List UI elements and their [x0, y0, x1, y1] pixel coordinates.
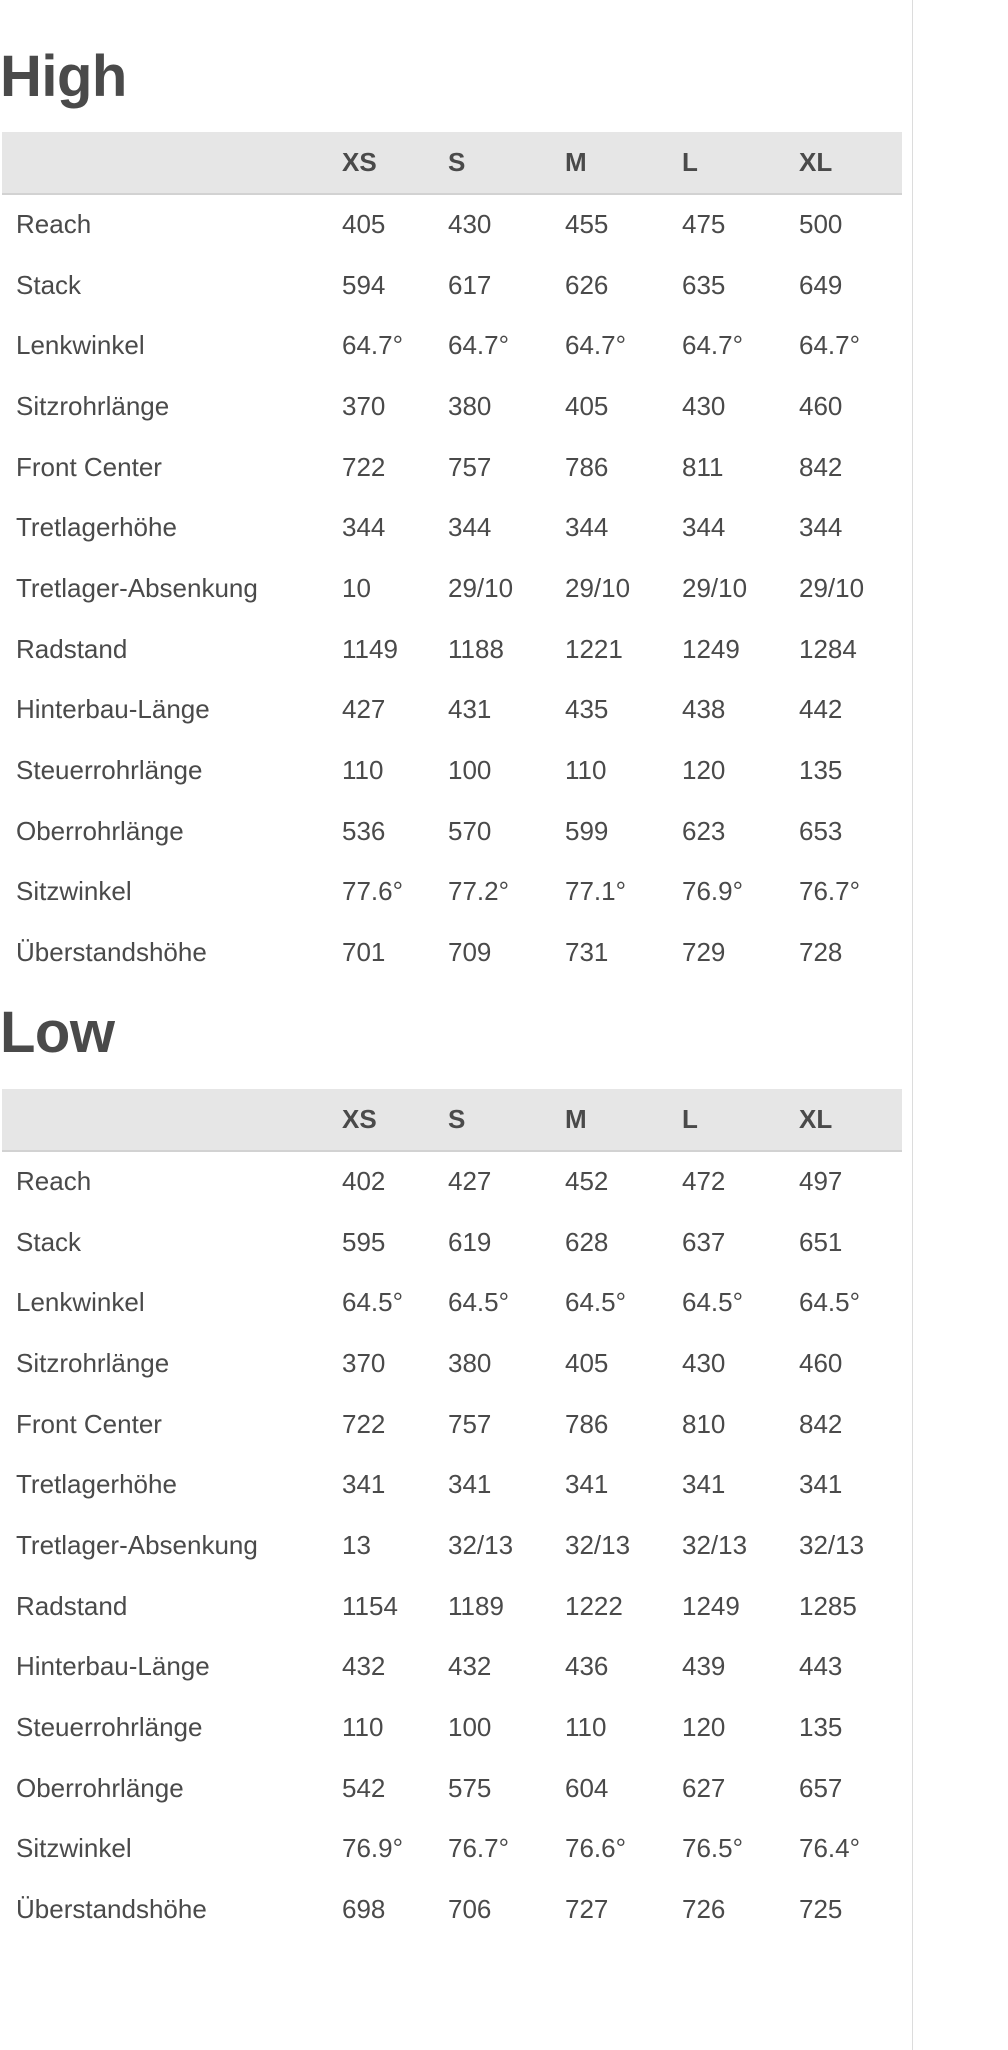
value-cell-l: 29/10 [682, 572, 748, 603]
value-cell-l: 1249 [682, 1590, 740, 1621]
value-cell-xl: 653 [799, 815, 843, 846]
value-cell-m: 452 [565, 1166, 609, 1197]
value-cell-s: 32/13 [448, 1529, 514, 1560]
header-size-s: S [434, 132, 551, 194]
value-cell-xs: 595 [342, 1226, 386, 1257]
row-label: Stack [16, 269, 82, 300]
value-cell-xl: 657 [799, 1772, 843, 1803]
table-row [2, 922, 902, 983]
value-cell-xs: 110 [342, 755, 384, 786]
value-cell-l: 810 [682, 1408, 726, 1439]
value-cell-xl: 460 [799, 390, 843, 421]
value-cell-s: 706 [448, 1894, 492, 1925]
value-cell-xs: 341 [342, 1469, 386, 1500]
value-cell-xl: 649 [799, 269, 843, 300]
table-row [2, 680, 902, 741]
value-cell-xs: 405 [342, 209, 386, 240]
table-row [2, 437, 902, 498]
value-cell-s: 427 [448, 1166, 492, 1197]
value-cell-xl: 1285 [799, 1590, 857, 1621]
value-cell-s: 64.7° [448, 330, 510, 361]
row-label: Steuerrohrlänge [16, 755, 203, 786]
value-cell-m: 76.6° [565, 1833, 627, 1864]
value-cell-m: 731 [565, 937, 609, 968]
header-size-m: M [551, 1089, 668, 1151]
table-row [2, 1637, 902, 1698]
table-row [2, 1212, 902, 1273]
row-label: Oberrohrlänge [16, 1772, 184, 1803]
value-cell-xl: 76.7° [799, 876, 861, 907]
value-cell-s: 29/10 [448, 572, 514, 603]
value-cell-xl: 64.5° [799, 1287, 861, 1318]
value-cell-l: 623 [682, 815, 726, 846]
value-cell-xs: 76.9° [342, 1833, 404, 1864]
header-size-s: S [434, 1089, 551, 1151]
table-header-row [2, 132, 902, 194]
header-label-cell [2, 1089, 328, 1151]
table-row [2, 1576, 902, 1637]
header-size-xs: XS [328, 132, 434, 194]
value-cell-s: 709 [448, 937, 492, 968]
value-cell-s: 570 [448, 815, 492, 846]
table-row [2, 801, 902, 862]
value-cell-xs: 432 [342, 1651, 386, 1682]
value-cell-m: 110 [565, 755, 607, 786]
value-cell-s: 431 [448, 694, 492, 725]
value-cell-m: 628 [565, 1226, 609, 1257]
value-cell-xs: 1154 [342, 1590, 398, 1621]
value-cell-l: 635 [682, 269, 726, 300]
value-cell-l: 430 [682, 390, 726, 421]
row-label: Stack [16, 1226, 82, 1257]
row-label: Sitzwinkel [16, 1833, 132, 1864]
value-cell-l: 438 [682, 694, 726, 725]
row-label: Tretlager-Absenkung [16, 1529, 258, 1560]
value-cell-xl: 29/10 [799, 572, 865, 603]
value-cell-l: 120 [682, 755, 726, 786]
value-cell-m: 64.5° [565, 1287, 627, 1318]
row-label: Sitzrohrlänge [16, 390, 170, 421]
table-row [2, 1758, 902, 1819]
value-cell-m: 436 [565, 1651, 609, 1682]
table-row [2, 1394, 902, 1455]
section-title-low: Low [0, 1000, 115, 1065]
value-cell-l: 32/13 [682, 1529, 748, 1560]
value-cell-xs: 1149 [342, 633, 398, 664]
table-row [2, 1454, 902, 1515]
table-row [2, 1333, 902, 1394]
row-label: Reach [16, 209, 92, 240]
value-cell-xs: 10 [342, 572, 371, 603]
table-row [2, 255, 902, 316]
header-size-xs: XS [328, 1089, 434, 1151]
table-row [2, 1272, 902, 1333]
value-cell-xl: 443 [799, 1651, 843, 1682]
value-cell-s: 344 [448, 512, 492, 543]
table-row [2, 558, 902, 619]
value-cell-m: 405 [565, 1347, 609, 1378]
header-size-l: L [668, 132, 785, 194]
row-label: Tretlagerhöhe [16, 1469, 177, 1500]
table-row [2, 315, 902, 376]
value-cell-s: 76.7° [448, 1833, 510, 1864]
header-size-m: M [551, 132, 668, 194]
value-cell-s: 1188 [448, 633, 504, 664]
value-cell-xs: 536 [342, 815, 386, 846]
table-row [2, 740, 902, 801]
value-cell-xl: 64.7° [799, 330, 861, 361]
table-row [2, 376, 902, 437]
row-label: Sitzwinkel [16, 876, 132, 907]
value-cell-l: 729 [682, 937, 726, 968]
table-row [2, 619, 902, 680]
value-cell-m: 341 [565, 1469, 609, 1500]
row-label: Oberrohrlänge [16, 815, 184, 846]
value-cell-s: 341 [448, 1469, 492, 1500]
row-label: Tretlagerhöhe [16, 512, 177, 543]
value-cell-s: 100 [448, 755, 492, 786]
value-cell-xl: 497 [799, 1166, 843, 1197]
value-cell-s: 430 [448, 209, 492, 240]
value-cell-l: 64.5° [682, 1287, 744, 1318]
value-cell-m: 786 [565, 451, 609, 482]
value-cell-xs: 427 [342, 694, 386, 725]
value-cell-s: 757 [448, 451, 492, 482]
value-cell-m: 344 [565, 512, 609, 543]
value-cell-s: 1189 [448, 1590, 504, 1621]
value-cell-s: 575 [448, 1772, 492, 1803]
row-label: Sitzrohrlänge [16, 1347, 170, 1378]
value-cell-l: 439 [682, 1651, 726, 1682]
table-row [2, 1819, 902, 1880]
value-cell-xl: 460 [799, 1347, 843, 1378]
row-label: Überstandshöhe [16, 937, 207, 968]
value-cell-m: 405 [565, 390, 609, 421]
section-title-high: High [0, 44, 127, 109]
table-row [2, 1879, 902, 1940]
value-cell-m: 77.1° [565, 876, 627, 907]
value-cell-s: 380 [448, 1347, 492, 1378]
table-row [2, 1697, 902, 1758]
value-cell-l: 637 [682, 1226, 726, 1257]
value-cell-m: 1222 [565, 1590, 623, 1621]
row-label: Überstandshöhe [16, 1894, 207, 1925]
value-cell-xs: 402 [342, 1166, 386, 1197]
value-cell-xs: 722 [342, 451, 386, 482]
value-cell-xs: 64.7° [342, 330, 404, 361]
value-cell-xl: 842 [799, 451, 843, 482]
value-cell-s: 380 [448, 390, 492, 421]
value-cell-l: 344 [682, 512, 726, 543]
value-cell-xs: 370 [342, 1347, 386, 1378]
value-cell-l: 475 [682, 209, 726, 240]
value-cell-m: 110 [565, 1712, 607, 1743]
table-row [2, 194, 902, 255]
row-label: Radstand [16, 633, 128, 664]
value-cell-l: 726 [682, 1894, 726, 1925]
value-cell-m: 626 [565, 269, 609, 300]
value-cell-xl: 135 [799, 1712, 843, 1743]
value-cell-xl: 32/13 [799, 1529, 865, 1560]
table-row [2, 862, 902, 923]
geometry-table-high [2, 132, 902, 983]
value-cell-xs: 722 [342, 1408, 386, 1439]
value-cell-s: 64.5° [448, 1287, 510, 1318]
value-cell-l: 76.5° [682, 1833, 744, 1864]
value-cell-xl: 651 [799, 1226, 843, 1257]
value-cell-l: 120 [682, 1712, 726, 1743]
value-cell-m: 29/10 [565, 572, 631, 603]
value-cell-xl: 1284 [799, 633, 857, 664]
value-cell-m: 32/13 [565, 1529, 631, 1560]
value-cell-s: 77.2° [448, 876, 510, 907]
value-cell-xs: 110 [342, 1712, 384, 1743]
value-cell-m: 604 [565, 1772, 609, 1803]
value-cell-l: 76.9° [682, 876, 744, 907]
row-label: Front Center [16, 451, 162, 482]
header-label-cell [2, 132, 328, 194]
row-label: Front Center [16, 1408, 162, 1439]
value-cell-l: 430 [682, 1347, 726, 1378]
value-cell-xs: 13 [342, 1529, 371, 1560]
value-cell-m: 1221 [565, 633, 623, 664]
value-cell-xs: 77.6° [342, 876, 404, 907]
value-cell-m: 786 [565, 1408, 609, 1439]
value-cell-xs: 701 [342, 937, 386, 968]
value-cell-xl: 341 [799, 1469, 843, 1500]
value-cell-l: 627 [682, 1772, 726, 1803]
value-cell-s: 617 [448, 269, 492, 300]
value-cell-l: 811 [682, 451, 724, 482]
value-cell-m: 599 [565, 815, 609, 846]
header-size-xl: XL [785, 1089, 902, 1151]
row-label: Reach [16, 1166, 92, 1197]
table-row [2, 1151, 902, 1212]
value-cell-xl: 344 [799, 512, 843, 543]
table-header-row [2, 1089, 902, 1151]
row-label: Hinterbau-Länge [16, 1651, 210, 1682]
row-label: Lenkwinkel [16, 1287, 145, 1318]
value-cell-xl: 76.4° [799, 1833, 861, 1864]
value-cell-xs: 698 [342, 1894, 386, 1925]
value-cell-xl: 442 [799, 694, 843, 725]
value-cell-l: 64.7° [682, 330, 744, 361]
table-row [2, 1515, 902, 1576]
value-cell-xs: 542 [342, 1772, 386, 1803]
value-cell-xl: 500 [799, 209, 843, 240]
geometry-table-low [2, 1089, 902, 1940]
value-cell-xs: 344 [342, 512, 386, 543]
table-row [2, 497, 902, 558]
value-cell-xl: 728 [799, 937, 843, 968]
value-cell-s: 432 [448, 1651, 492, 1682]
value-cell-l: 341 [682, 1469, 726, 1500]
header-size-l: L [668, 1089, 785, 1151]
header-size-xl: XL [785, 132, 902, 194]
value-cell-l: 472 [682, 1166, 726, 1197]
value-cell-l: 1249 [682, 633, 740, 664]
row-label: Hinterbau-Länge [16, 694, 210, 725]
value-cell-s: 757 [448, 1408, 492, 1439]
value-cell-xs: 370 [342, 390, 386, 421]
row-label: Tretlager-Absenkung [16, 572, 258, 603]
row-label: Lenkwinkel [16, 330, 145, 361]
value-cell-xl: 842 [799, 1408, 843, 1439]
value-cell-m: 64.7° [565, 330, 627, 361]
right-divider [912, 0, 913, 2050]
value-cell-xl: 135 [799, 755, 843, 786]
value-cell-m: 455 [565, 209, 609, 240]
value-cell-s: 619 [448, 1226, 492, 1257]
row-label: Radstand [16, 1590, 128, 1621]
value-cell-m: 435 [565, 694, 609, 725]
value-cell-m: 727 [565, 1894, 609, 1925]
row-label: Steuerrohrlänge [16, 1712, 203, 1743]
value-cell-xs: 64.5° [342, 1287, 404, 1318]
value-cell-xs: 594 [342, 269, 386, 300]
value-cell-s: 100 [448, 1712, 492, 1743]
value-cell-xl: 725 [799, 1894, 843, 1925]
